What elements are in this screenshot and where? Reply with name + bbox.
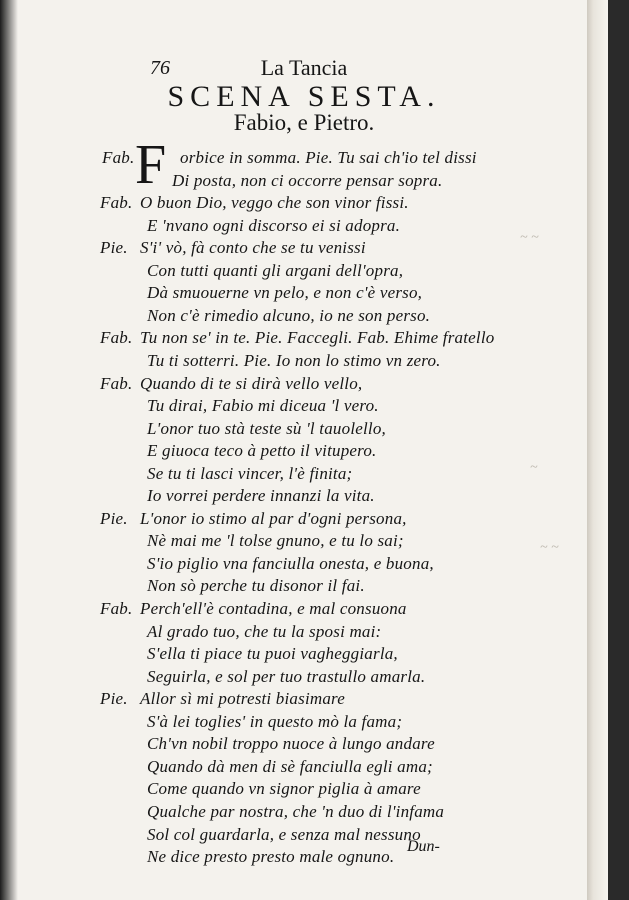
speaker-label: Pie. xyxy=(100,238,128,258)
verse-line: Con tutti quanti gli argani dell'opra, xyxy=(147,260,404,280)
verse-line: Tu non se' in te. Pie. Faccegli. Fab. Ehime fratello xyxy=(140,328,495,348)
bleed-through-mark: ~ ~ xyxy=(540,540,559,555)
verse-line: L'onor tuo stà teste sù 'l tauolello, xyxy=(147,418,386,438)
catchword: Dun- xyxy=(407,838,440,855)
speaker-label: Fab. xyxy=(100,599,133,618)
verse-line: Seguirla, e sol per tuo trastullo amarla. xyxy=(147,666,426,686)
verse-line: S'io piglio vna fanciulla onesta, e buona, xyxy=(147,553,434,573)
verse-line: S'à lei toglies' in questo mò la fama; xyxy=(147,711,403,731)
bleed-through-mark: ~ xyxy=(530,460,538,475)
page-number: 76 xyxy=(150,57,170,79)
verse-line: E 'nvano ogni discorso ei si adopra. xyxy=(147,215,401,235)
drop-cap: F xyxy=(135,134,167,196)
verse-line: Io vorrei perdere innanzi la vita. xyxy=(147,486,375,506)
verse-line: Come quando vn signor piglia à amare xyxy=(147,779,421,799)
verse-line: Quando di te si dirà vello vello, xyxy=(140,373,363,393)
verse-line: Sol col guardarla, e senza mal nessuno xyxy=(147,824,421,844)
verse-line: S'i' vò, fà conto che se tu venissi xyxy=(140,238,366,258)
verse-line: S'ella ti piace tu puoi vagheggiarla, xyxy=(147,644,398,664)
verse-line: Non c'è rimedio alcuno, io ne son perso. xyxy=(147,305,431,325)
verse-line: O buon Dio, veggo che son vinor fissi. xyxy=(140,193,409,213)
scene-title: SCENA SESTA. xyxy=(167,80,441,113)
verse-line: orbice in somma. Pie. Tu sai ch'io tel dissi xyxy=(180,148,477,167)
verse-line: Perch'ell'è contadina, e mal consuona xyxy=(140,599,407,618)
speaker-label: Fab. xyxy=(100,193,133,213)
running-title: La Tancia xyxy=(260,55,348,80)
verse-line: Dà smuouerne vn pelo, e non c'è verso, xyxy=(147,283,423,303)
speaker-label: Fab. xyxy=(102,148,135,167)
verse-line: Al grado tuo, che tu la sposi mai: xyxy=(147,621,382,641)
verse-line: Tu ti sotterri. Pie. Io non lo stimo vn zero. xyxy=(147,350,441,370)
verse-line: Ch'vn nobil troppo nuoce à lungo andare xyxy=(147,734,435,754)
verse-line: Quando dà men di sè fanciulla egli ama; xyxy=(147,756,433,776)
bleed-through-mark: ~ ~ xyxy=(520,230,539,245)
speaker-label: Pie. xyxy=(100,508,128,528)
verse-line: Non sò perche tu disonor il fai. xyxy=(147,576,365,596)
speaker-label: Fab. xyxy=(100,328,133,348)
verse-line: Tu dirai, Fabio mi diceua 'l vero. xyxy=(147,396,379,416)
verse-line: L'onor io stimo al par d'ogni persona, xyxy=(140,508,407,528)
verse-line: Di posta, non ci occorre pensar sopra. xyxy=(172,170,443,190)
scene-characters: Fabio, e Pietro. xyxy=(233,110,375,135)
verse-line: E giuoca teco à petto il vitupero. xyxy=(147,441,377,461)
verse-line: Nè mai me 'l tolse gnuno, e tu lo sai; xyxy=(147,531,404,551)
verse-line: Qualche par nostra, che 'n duo di l'infama xyxy=(147,801,445,821)
verse-line: Allor sì mi potresti biasimare xyxy=(140,689,345,709)
verse-line: Ne dice presto presto male ognuno. xyxy=(147,847,395,867)
speaker-label: Pie. xyxy=(100,689,128,709)
verse-line: Se tu ti lasci vincer, l'è finita; xyxy=(147,463,353,483)
speaker-label: Fab. xyxy=(100,373,133,393)
